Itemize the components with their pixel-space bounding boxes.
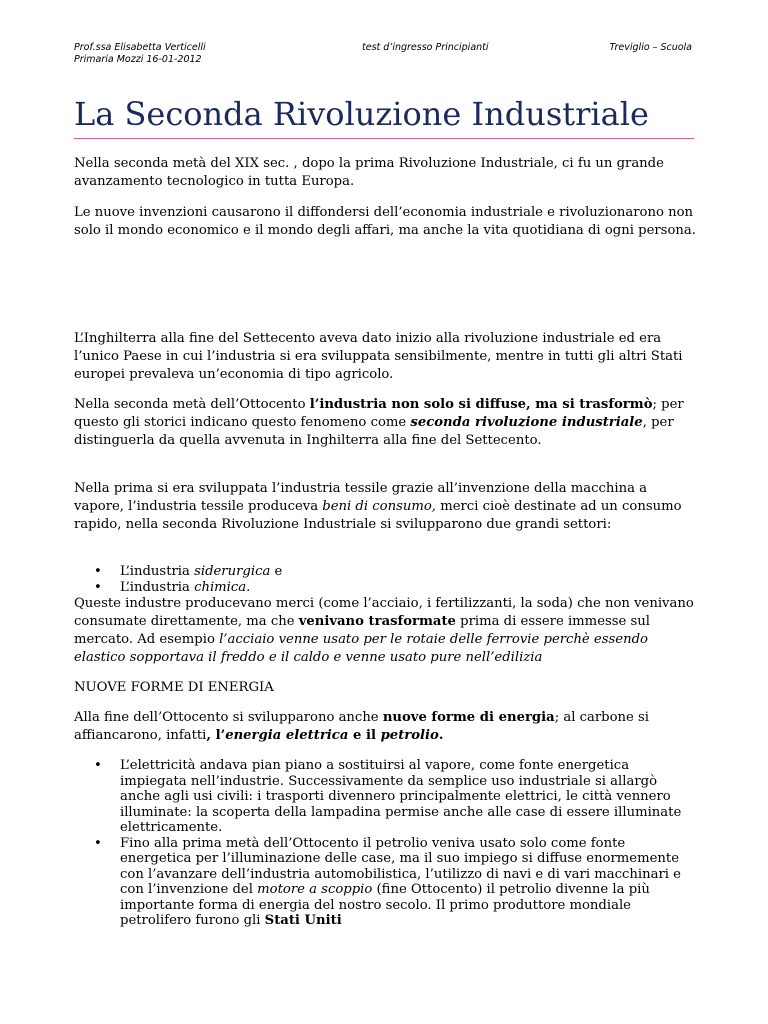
term-motore-a-scoppio: motore a scoppio — [257, 882, 373, 897]
sector-siderurgica: siderurgica — [194, 564, 271, 579]
intro-paragraph-1: Nella seconda metà del XIX sec. , dopo la prima Rivoluzione Industriale, ci fu un grande avanzamento tecnologico in tutta Europa. — [74, 156, 664, 189]
list-item: • L’industria chimica. — [94, 579, 251, 595]
list-item: • L’industria siderurgica e — [94, 564, 283, 579]
document-title: La Seconda Rivoluzione Industriale — [74, 95, 649, 133]
header-location: Treviglio – Scuola — [609, 42, 692, 53]
header-test-label: test d’ingresso Principianti — [362, 42, 489, 53]
paragraph-transformed-goods: Queste industre producevano merci (come l’acciaio, i fertilizzanti, la soda) che non venivano consumate direttamente, ma che venivano trasformate prima di essere immesse sul mercato. Ad esempio l’acciaio venne usato per le rotaie delle ferrovie perchè essendo elastico sopportava il freddo e il caldo e venne usato pure nell’edilizia — [74, 596, 694, 665]
bullet-icon: • — [94, 758, 102, 773]
paragraph-new-energy: Alla fine dell’Ottocento si svilupparono anche nuove forme di energia; al carbone si affiancarono, infatti, l’energia elettrica e il petrolio. — [74, 710, 650, 743]
intro-paragraph-2: Le nuove invenzioni causarono il diffondersi dell’economia industriale e rivoluzionarono non solo il mondo economico e il mondo degli affari, ma anche la vita quotidiana di ogni persona. — [74, 205, 696, 238]
p5-text-a: Nella prima si era sviluppata l’industria tessile grazie all’invenzione della macchina a vapore, l’industria tessile produceva — [74, 481, 648, 514]
paragraph-england: L’Inghilterra alla fine del Settecento aveva dato inizio alla rivoluzione industriale ed era l’unico Paese in cui l’industria si era sviluppata sensibilmente, mentre in tutti gli altri Stati europei prevaleva un’economia di tipo agricolo. — [74, 331, 683, 382]
paragraph-textile-industry — [74, 480, 696, 534]
p4-bold-phrase: l’industria non solo si diffuse, ma si trasformò — [309, 397, 653, 412]
bullet-electricity: L’elettricità andava pian piano a sostituirsi al vapore, come fonte energetica impiegata nell’industrie. Successivamente da semplice uso industriale si allargò anche agli usi civili: i trasporti divennero principalmente elettrici, le città vennero illuminate: la scoperta della lampadina permise anche alle case di essere illuminate elettricamente. — [120, 758, 682, 835]
p4-term-seconda-rivoluzione: seconda rivoluzione industriale — [410, 415, 643, 430]
term-energia-elettrica: energia elettrica — [225, 728, 349, 743]
title-underline — [74, 138, 694, 139]
section-heading-energy: NUOVE FORME DI ENERGIA — [74, 680, 274, 695]
p4-text-e: , per distinguerla da quella avvenuta in Inghilterra alla fine del Settecento. — [74, 415, 674, 448]
header-school-date: Primaria Mozzi 16-01-2012 — [74, 54, 202, 65]
p6-bold-venivano-trasformate: venivano trasformate — [298, 614, 456, 629]
p5-text-c: merci cioè destinate ad un consumo rapido, nella seconda Rivoluzione Industriale si svilupparono due grandi settori: — [74, 499, 682, 532]
bullet-icon: • — [94, 835, 102, 851]
header-author — [74, 42, 206, 66]
bullet-icon: • — [94, 564, 102, 579]
list-item: • Fino alla prima metà dell’Ottocento il petrolio veniva usato solo come fonte energetica per l’illuminazione delle case, ma il suo impiego si diffuse enormemente con l’avanzare dell’industria automobilistica, l’utilizzo di navi e di vari macchinari e con l’invenzione del motore a scoppio (fine Ottocento) il petrolio divenne la più importante forma di energia del nostro secolo. Il primo produttore mondiale petrolifero furono gli Stati Uniti — [94, 835, 681, 928]
header-author-name: Prof.ssa Elisabetta Verticelli — [74, 42, 206, 53]
energy-list — [74, 758, 696, 929]
bullet-icon: • — [94, 579, 102, 595]
bullet-petroleum: Fino alla prima metà dell’Ottocento il petrolio veniva usato solo come fonte energetica per l’illuminazione delle case, ma il suo impiego si diffuse enormemente con l’avanzare dell’industria automobilistica, l’utilizzo di navi e di vari macchinari e con l’invenzione del — [120, 835, 681, 897]
list-item — [74, 758, 696, 836]
sector-chimica: chimica — [194, 579, 247, 595]
sectors-list — [74, 564, 696, 595]
term-stati-uniti: Stati Uniti — [264, 913, 342, 928]
p4-text-c: ; per questo gli storici indicano questo fenomeno come — [74, 397, 684, 430]
p6-italic-example: l’acciaio venne usato per le rotaie delle ferrovie perchè essendo elastico sopportava il freddo e il caldo e venne usato pure nell’edilizia — [74, 632, 648, 665]
p4-text-a: Nella seconda metà dell’Ottocento — [74, 397, 310, 412]
p5-term-beni-di-consumo: beni di consumo, — [322, 499, 436, 514]
term-petrolio: petrolio — [380, 728, 439, 743]
paragraph-second-revolution — [74, 396, 696, 450]
